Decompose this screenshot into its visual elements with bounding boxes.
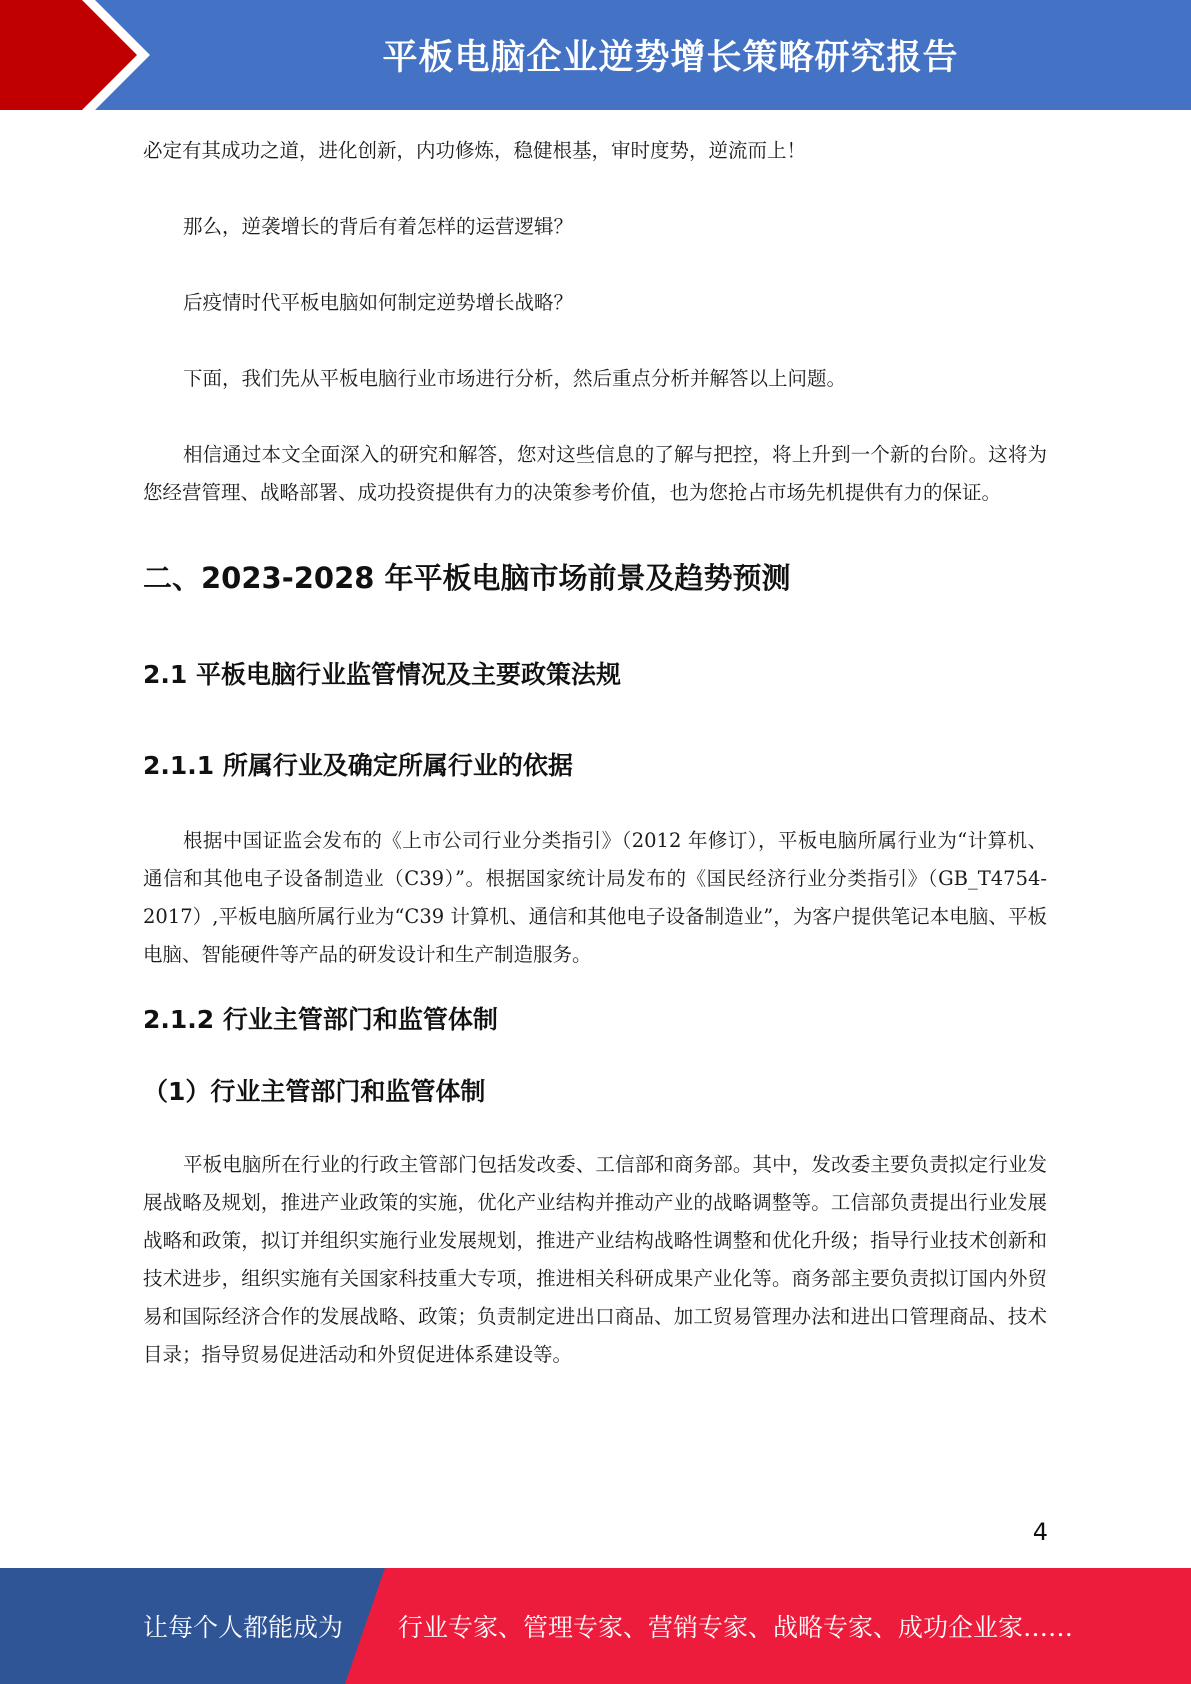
heading-2-1-2: 2.1.2 行业主管部门和监管体制 bbox=[143, 1005, 498, 1034]
section-heading-2: 二、2023-2028 年平板电脑市场前景及趋势预测 bbox=[143, 561, 791, 595]
document-body bbox=[143, 132, 1047, 1374]
paragraph-plan: 下面，我们先从平板电脑行业市场进行分析，然后重点分析并解答以上问题。 bbox=[183, 367, 847, 390]
footer-banner bbox=[0, 1568, 1191, 1684]
footer-slogan-right: 行业专家、管理专家、营销专家、战略专家、成功企业家…… bbox=[398, 1613, 1074, 1642]
paragraph-industry-classification: 根据中国证监会发布的《上市公司行业分类指引》（2012 年修订），平板电脑所属行业为“计算机、通信和其他电子设备制造业（C39）”。根据国家统计局发布的《国民经济行业分类指引》（GB_T4754-2017）,平板电脑所属行业为“C39 计算机、通信和其他电子设备制造业”，为客户提供笔记本电脑、平板电脑、智能硬件等产品的研发设计和生产制造服务。 bbox=[143, 829, 1047, 966]
paragraph-value: 相信通过本文全面深入的研究和解答，您对这些信息的了解与把控，将上升到一个新的台阶。这将为您经营管理、战略部署、成功投资提供有力的决策参考价值，也为您抢占市场先机提供有力的保证。 bbox=[143, 443, 1047, 504]
header-chevron-icon bbox=[0, 0, 160, 110]
report-title: 平板电脑企业逆势增长策略研究报告 bbox=[382, 38, 959, 78]
page-number: 4 bbox=[1032, 1518, 1048, 1546]
header-bar bbox=[0, 0, 1191, 110]
paragraph-intro-end: 必定有其成功之道，进化创新，内功修炼，稳健根基，审时度势，逆流而上！ bbox=[143, 139, 807, 162]
heading-2-1: 2.1 平板电脑行业监管情况及主要政策法规 bbox=[143, 660, 621, 689]
paragraph-question-2: 后疫情时代平板电脑如何制定逆势增长战略？ bbox=[183, 291, 574, 314]
heading-item-1: （1）行业主管部门和监管体制 bbox=[143, 1077, 486, 1106]
paragraph-question-1: 那么，逆袭增长的背后有着怎样的运营逻辑？ bbox=[183, 215, 574, 238]
footer-slogan-left: 让每个人都能成为 bbox=[143, 1613, 344, 1642]
heading-2-1-1: 2.1.1 所属行业及确定所属行业的依据 bbox=[143, 751, 573, 780]
paragraph-regulators: 平板电脑所在行业的行政主管部门包括发改委、工信部和商务部。其中，发改委主要负责拟定行业发展战略及规划，推进产业政策的实施，优化产业结构并推动产业的战略调整等。工信部负责提出行业发展战略和政策，拟订并组织实施行业发展规划，推进产业结构战略性调整和优化升级；指导行业技术创新和技术进步，组织实施有关国家科技重大专项，推进相关科研成果产业化等。商务部主要负责拟订国内外贸易和国际经济合作的发展战略、政策；负责制定进出口商品、加工贸易管理办法和进出口管理商品、技术目录；指导贸易促进活动和外贸促进体系建设等。 bbox=[143, 1153, 1047, 1366]
